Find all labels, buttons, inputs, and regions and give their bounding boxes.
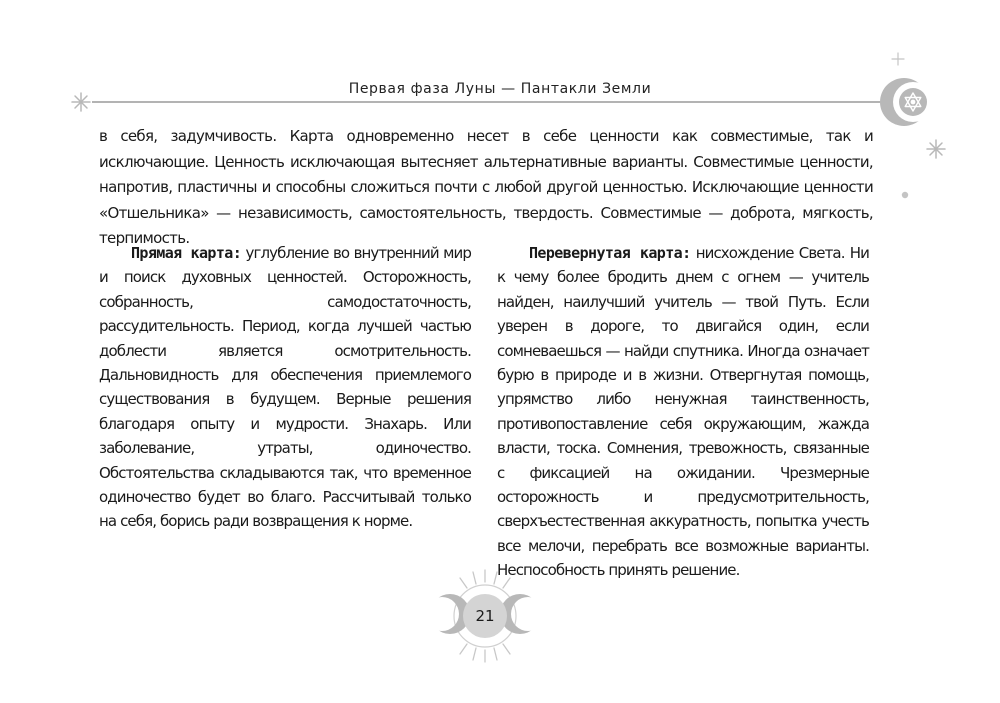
crescent-moon-with-star-icon [876,72,936,132]
small-star-icon [891,52,905,66]
upright-card-paragraph [99,241,471,534]
page-number: 21 [475,607,495,625]
reversed-card-text: нисхождение Света. Ни к чему более бродить днем с огнем — учитель найден, наилучший учитель — твой Путь. Если уверен в дороге, то двигайся один, если сомневаешься — найди спутника. Иногда означает бурю в природе и в жизни. Отвергнутая помощь, упрямство либо ненужная таинственность, противопоставление себя окружающим, жажда власти, тоска. Сомнения, тревожность, связанные с фиксацией на ожидании. Чрезмерные осторожность и предусмотрительность, сверхъестественная аккуратность, попытка учесть все мелочи, перебрать все возможные варианты. Неспособность принять решение. [497,244,870,580]
intro-text: в себя, задумчивость. Карта одновременно несет в себе ценности как совместимые, так и исключающие. Ценность исключающая вытесняет альтернативные варианты. Совместимые ценности, напротив, пластичны и способны сложиться почти с любой другой ценностью. Исключающие ценности «Отшельника» — независимость, самостоятельность, твердость. Совместимые — доброта, мягкость, терпимость. [99,127,873,247]
intro-paragraph [99,124,873,252]
footer-emblem [420,566,550,666]
sparkle-star-icon [926,139,946,159]
sparkle-star-icon [71,92,91,112]
reversed-card-label: Перевернутая карта: [529,244,691,262]
reversed-card-paragraph [497,241,869,583]
header-rule [92,101,890,103]
reversed-card-section [497,241,869,583]
running-header: Первая фаза Луны — Пантакли Земли [348,81,652,97]
upright-card-text: углубление во внутренний мир и поиск духовных ценностей. Осторожность, собранность, самодостаточность, рассудительность. Период, когда лучшей частью доблести является осмотрительность. Дальновидность для обеспечения приемлемого существования в будущем. Верные решения благодаря опыту и мудрости. Знахарь. Или заболевание, утраты, одиночество. Обстоятельства складываются так, что временное одиночество будет во благо. Рассчитывай только на себя, борись ради возвращения к норме. [99,244,471,531]
upright-card-section [99,241,471,534]
dot-ornament-icon [900,190,910,200]
upright-card-label: Прямая карта: [131,244,242,262]
